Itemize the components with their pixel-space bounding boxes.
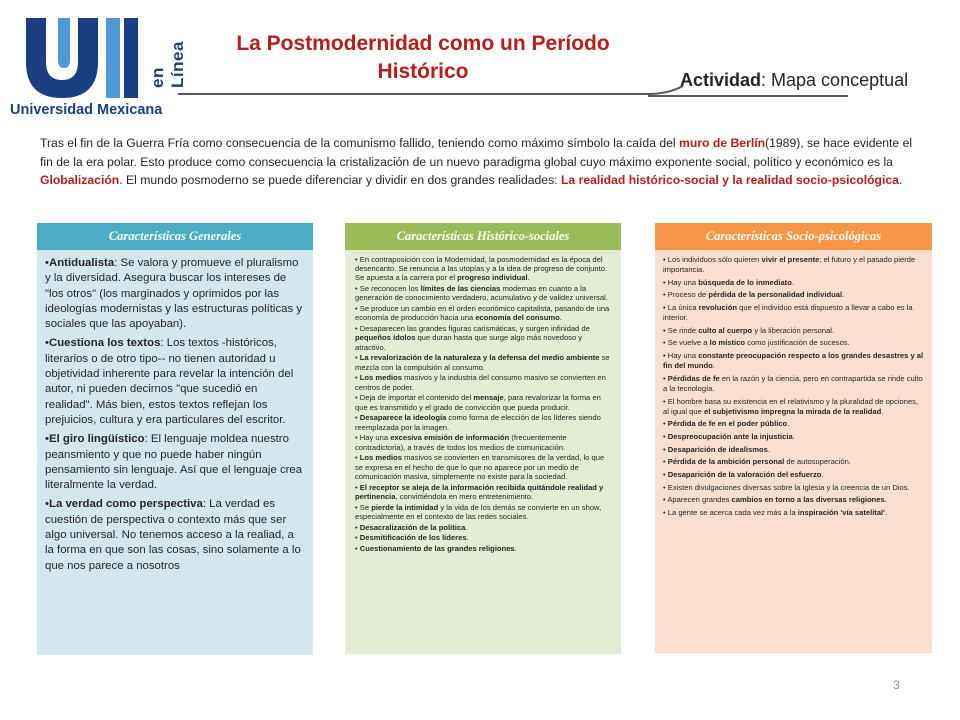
intro-paragraph: [40, 134, 920, 190]
item-keyword: Desacralización de la política: [359, 522, 466, 532]
item-keyword: pérdida de la personalidad individual: [708, 290, 843, 300]
socio-list: [663, 255, 924, 518]
list-item: • Pérdida de fe en el poder público.: [663, 419, 790, 429]
list-item: • Pérdidas de fe en la razón y la ciencia, pero en contrapartida se rinde culto a la tecnología.: [663, 373, 923, 393]
column-socio-title: Características Socio-psicológicas: [655, 223, 932, 250]
item-text: .: [884, 508, 888, 517]
list-item: • Los medios masivos y la industria del consumo masivo se convierten en centros de poder.: [355, 373, 606, 392]
item-keyword: Pérdida de fe en el poder público: [667, 419, 788, 429]
item-text: .: [884, 495, 887, 505]
item-text: Se: [359, 502, 372, 512]
item-text: Los individuos sólo quieren: [667, 255, 762, 264]
list-item: • La revalorización de la naturaleza y la defensa del medio ambiente se mezcla con la compulsión al consumo.: [355, 353, 610, 372]
list-item: • El receptor se aleja de la información recibida quitándole realidad y pertinencia, convirtiéndola en mero entretenimiento.: [355, 482, 604, 501]
list-item: • Desaparecen las grandes figuras carismáticas, y surgen infinidad de pequeños ídolos que duran hasta que surge algo más novedoso y atractivo.: [355, 324, 590, 352]
list-item: • El hombre basa su existencia en el relativismo y la pluralidad de opciones, al igual que el subjetivismo impregna la mirada de la realidad.: [663, 396, 919, 416]
item-text: como forma de elección de los líderes siendo reemplazada por la imagen.: [355, 413, 601, 432]
item-text: Hay una: [667, 351, 699, 361]
item-keyword: cambios en torno a las diversas religiones: [731, 495, 885, 505]
item-text: Se produce un cambio en el orden económico capitalista, pasando de una economía de producción hacia una: [355, 304, 610, 323]
item-keyword: Desaparición de idealismos: [667, 444, 768, 454]
item-keyword: búsqueda de lo inmediato: [698, 277, 792, 287]
item-text: masivos y la industria del consumo masivo se convierten en centros de poder.: [355, 373, 606, 392]
item-text: .: [559, 313, 562, 323]
item-text: , convirtiéndola en mero entretenimiento.: [395, 491, 534, 501]
item-text: .: [821, 469, 824, 479]
column-general-title: Características Generales: [37, 223, 313, 250]
item-text: y la vida de los demás se convierte en un show, especialmente en el contexto de las redes sociales.: [355, 502, 602, 521]
item-text: Proceso de: [667, 290, 709, 300]
item-text: de autosuperación.: [784, 457, 851, 467]
item-keyword: pierde la intimidad: [371, 502, 439, 512]
item-text: , para revalorizar la forma en que es transmitido y el grado de convicción que pueda producir.: [355, 393, 601, 412]
item-keyword: Cuestiona los textos: [49, 337, 161, 350]
item-keyword: Desmitificación de los líderes: [359, 533, 467, 543]
item-keyword: Los medios: [359, 453, 402, 463]
list-item: •La verdad como perspectiva: La verdad es cuestión de perspectiva o contexto más que ser algo universal. No tenemos acceso a la realiad, a la forma en que son las cosas, sino solamente a lo que nos parece a nosotros: [45, 498, 301, 572]
list-item: • Cuestionamiento de las grandes religiones.: [355, 544, 517, 554]
item-text: .: [767, 444, 770, 454]
item-text: : Los textos -históricos, literarios o de otro tipo-- no tienen autoridad u objetividad inherente para revelar la intención del autor, ni pueden decirnos "que sucedió en realidad". Más bien, estos textos reflejan los prejuicios, cultura y era particulares del escritor.: [45, 337, 294, 426]
intro-text-3: . El mundo posmoderno se puede diferenciar y dividir en dos grandes realidades:: [119, 173, 561, 187]
intro-highlight-realidades: La realidad histórico-social y la realidad socio-psicológica: [560, 173, 899, 187]
item-text: Hay una: [359, 433, 391, 443]
item-keyword: Desaparece la ideología: [359, 413, 447, 423]
column-general-body: [37, 250, 313, 655]
item-text: Hay una: [667, 277, 699, 287]
intro-text-2: (1989), se hace evidente el fin de la era polar. Esto produce como consecuencia la cristalización de un nuevo paradigma global cuyo máximo exponente social, político y económico es la: [40, 136, 913, 169]
list-item: •Antidualista: Se valora y promueve el pluralismo y la diversidad. Asegura buscar los intereses de "los otros" (los marginados y oprimidos por las ideologías modernistas y las estructuras políticas y sociales que las apoyaban).: [45, 257, 303, 331]
list-item: • Desaparece la ideología como forma de elección de los líderes siendo reemplazada por la imagen.: [355, 413, 601, 432]
item-keyword: Los medios: [359, 373, 402, 383]
list-item: • Los individuos sólo quieren vivir el presente; el futuro y el pasado pierde importancia.: [663, 255, 916, 274]
list-item: • Proceso de pérdida de la personalidad individual.: [663, 290, 845, 300]
list-item: • Despreocupación ante la injusticia.: [663, 431, 795, 441]
list-item: • Desmitificación de los líderes.: [355, 533, 469, 543]
item-keyword: Cuestionamiento de las grandes religiones: [359, 544, 515, 554]
item-keyword: mensaje: [473, 393, 504, 403]
item-text: Existen divulgaciones diversas sobre la Iglesia y la creencia de un Dios.: [667, 482, 910, 492]
logo-en-linea: en Línea: [148, 41, 187, 88]
item-text: .: [712, 361, 715, 371]
list-item: • Desaparición de la valoración del esfuerzo.: [663, 469, 824, 479]
item-keyword: Pérdida de la ambición personal: [667, 457, 785, 467]
page-title: [198, 30, 648, 86]
item-text: .: [787, 419, 790, 429]
intro-highlight-berlin: muro de Berlín: [679, 136, 766, 150]
item-text: Se reconocen los: [359, 284, 421, 294]
item-keyword: revolución: [698, 303, 738, 313]
page-title-line-1: La Postmodernidad como un Período: [236, 32, 610, 55]
item-keyword: La verdad como perspectiva: [49, 498, 203, 511]
item-keyword: El giro lingüístico: [49, 433, 145, 446]
item-text: masivos se convierten en transmisores de la verdad, lo que se expresa en el hecho de que lo que no aparece por un medio de comunicación masiva, simplemente no existe para la sociedad.: [355, 453, 605, 481]
list-item: • Existen divulgaciones diversas sobre la Iglesia y la creencia de un Dios.: [663, 482, 910, 492]
column-historico-body: [345, 250, 621, 654]
column-historico: [345, 223, 621, 654]
item-text: en la razón y la ciencia, pero en contrapartida se rinde culto a la tecnología.: [663, 373, 923, 393]
logo-wordmark: Universidad Mexicana: [10, 102, 163, 118]
page-number: 3: [893, 678, 900, 692]
university-logo-mark: [18, 10, 143, 102]
intro-text-1: Tras el fin de la Guerra Fría como consecuencia de la comunismo fallido, teniendo como máximo símbolo la caída del: [40, 136, 680, 150]
item-keyword: excesiva emisión de información: [390, 433, 510, 443]
list-item: • Deja de importar el contenido del mensaje, para revalorizar la forma en que es transmitido y el grado de convicción que pueda producir.: [355, 393, 601, 412]
item-text: ; el futuro y el pasado pierde importancia.: [663, 255, 916, 274]
column-historico-title: Características Histórico-sociales: [345, 223, 621, 250]
column-socio-body: [655, 250, 932, 653]
item-text: : La verdad es cuestión de perspectiva o contexto más que ser algo universal. No tenemos acceso a la realiad, a la forma en que son las cosas, sino solamente a lo que nos parece a nosotros: [45, 498, 301, 572]
item-keyword: culto al cuerpo: [698, 325, 753, 335]
list-item: • Se rinde culto al cuerpo y la liberación personal.: [663, 325, 835, 335]
item-keyword: inspiración 'vía satelital': [797, 508, 885, 517]
list-item: • Desacralización de la política.: [355, 522, 468, 532]
item-keyword: límites de las ciencias: [420, 284, 501, 294]
item-text: En contraposición con la Modernidad, la posmodernidad es la época del desencanto. Se renuncia a las utopías y a la idea de progreso de conjunto. Se apuesta a la carrera por el: [355, 255, 608, 283]
item-keyword: el subjetivismo impregna la mirada de la realidad: [703, 406, 882, 416]
item-keyword: pequeños ídolos: [355, 333, 416, 343]
item-text: como justificación de sucesos.: [745, 338, 850, 348]
list-item: • Hay una excesiva emisión de información (frecuentemente contradictoria), a través de todos los medios de comunicación.: [355, 433, 567, 452]
list-item: • Se vuelve a lo místico como justificación de sucesos.: [663, 338, 850, 348]
item-keyword: Antidualista: [49, 257, 115, 269]
list-item: • En contraposición con la Modernidad, la posmodernidad es la época del desencanto. Se renuncia a las utopías y a la idea de progreso de conjunto. Se apuesta a la carrera por el progreso individual.: [355, 255, 608, 283]
item-text: .: [466, 533, 469, 543]
item-text: La única: [667, 303, 699, 313]
item-text: El hombre basa su existencia en el relativismo y la pluralidad de opciones, al igual que: [663, 396, 919, 416]
list-item: • La gente se acerca cada vez más a la inspiración 'vía satelital'.: [663, 508, 888, 517]
item-text: se mezcla con la compulsión al consumo.: [355, 353, 610, 372]
list-item: • Los medios masivos se convierten en transmisores de la verdad, lo que se expresa en el hecho de que lo que no aparece por un medio de comunicación masiva, simplemente no existe para la sociedad.: [355, 453, 605, 481]
list-item: • La única revolución que el individuo está dispuesto a llevar a cabo es la interior.: [663, 303, 913, 323]
item-text: modernas en cuanto a la generación de conocimiento verdadero, acumulativo y de validez universal.: [355, 284, 608, 303]
list-item: • Se pierde la intimidad y la vida de los demás se convierte en un show, especialmente en el contexto de las redes sociales.: [355, 502, 602, 521]
list-item: • Hay una búsqueda de lo inmediato.: [663, 277, 794, 287]
list-item: •El giro lingüístico: El lenguaje moldea nuestro peansmiento y que no puede haber ningún pensamiento sin lenguaje. Así que el lenguaje crea literalmente la verdad.: [45, 433, 303, 492]
list-item: • Pérdida de la ambición personal de autosuperación.: [663, 457, 851, 467]
item-text: que duran hasta que surge algo más novedoso y atractivo.: [355, 333, 583, 352]
university-logo: [8, 6, 187, 124]
item-text: .: [527, 273, 530, 283]
item-keyword: lo místico: [709, 338, 746, 348]
item-keyword: progreso individual: [457, 273, 528, 283]
list-item: • Hay una constante preocupación respecto a los grandes desastres y al fin del mundo.: [663, 351, 924, 371]
item-keyword: vivir el presente: [761, 255, 820, 264]
general-list: [45, 256, 305, 574]
item-text: .: [465, 522, 468, 532]
item-text: .: [792, 431, 795, 441]
list-item: • Se produce un cambio en el orden económico capitalista, pasando de una economía de producción hacia una economía del consumo.: [355, 304, 610, 323]
list-item: • Aparecen grandes cambios en torno a las diversas religiones.: [663, 495, 887, 505]
item-keyword: constante preocupación respecto a los grandes desastres y al fin del mundo: [663, 351, 924, 371]
item-text: .: [514, 544, 517, 554]
item-text: .: [791, 277, 794, 287]
item-text: : El lenguaje moldea nuestro peansmiento y que no puede haber ningún pensamiento sin lenguaje. Así que el lenguaje crea literalmente la verdad.: [45, 433, 303, 492]
item-text: (frecuentemente contradictoria), a través de todos los medios de comunicación.: [355, 433, 567, 452]
item-keyword: Desaparición de la valoración del esfuerzo: [667, 469, 822, 479]
list-item: • Desaparición de idealismos.: [663, 444, 770, 454]
item-text: Se rinde: [667, 325, 699, 335]
page-title-line-2: Histórico: [377, 60, 469, 83]
item-text: .: [842, 290, 845, 300]
item-text: Desaparecen las grandes figuras carismáticas, y surgen infinidad de: [359, 324, 590, 334]
item-text: : Se valora y promueve el pluralismo y la diversidad. Asegura buscar los intereses de "los otros" (los marginados y oprimidos por las ideologías modernistas y las estructuras políticas y sociales que las apoyaban).: [45, 257, 303, 331]
intro-highlight-globalizacion: Globalización: [40, 173, 120, 187]
activity-prefix: Actividad: [680, 70, 762, 90]
item-text: Deja de importar el contenido del: [359, 393, 474, 403]
historico-list: [355, 255, 613, 553]
column-socio: [655, 223, 932, 653]
item-keyword: El receptor se aleja de la información recibida quitándole realidad y pertinencia: [355, 482, 604, 501]
item-text: Aparecen grandes: [667, 495, 732, 505]
item-keyword: Despreocupación ante la injusticia: [667, 431, 793, 441]
item-text: Se vuelve a: [667, 338, 710, 348]
list-item: • Se reconocen los límites de las ciencias modernas en cuanto a la generación de conocimiento verdadero, acumulativo y de validez universal.: [355, 284, 608, 303]
item-keyword: Pérdidas de fe: [667, 373, 720, 383]
activity-value: : Mapa conceptual: [761, 70, 909, 90]
item-text: .: [881, 406, 884, 416]
item-text: y la liberación personal.: [752, 325, 835, 335]
list-item: •Cuestiona los textos: Los textos -históricos, literarios o de otro tipo-- no tienen autoridad u objetividad inherente para revelar la intención del autor, ni pueden decirnos "que sucedió en realidad". Más bien, estos textos reflejan los prejuicios, cultura y era particulares del escritor.: [45, 337, 294, 426]
intro-text-4: .: [898, 173, 903, 187]
activity-label: [680, 70, 908, 91]
item-keyword: La revalorización de la naturaleza y la defensa del medio ambiente: [359, 353, 600, 363]
column-general: [37, 223, 313, 655]
item-text: La gente se acerca cada vez más a la: [667, 508, 798, 517]
item-text: que el individuo está dispuesto a llevar a cabo es la interior.: [663, 303, 913, 323]
item-keyword: economía del consumo: [475, 313, 560, 323]
